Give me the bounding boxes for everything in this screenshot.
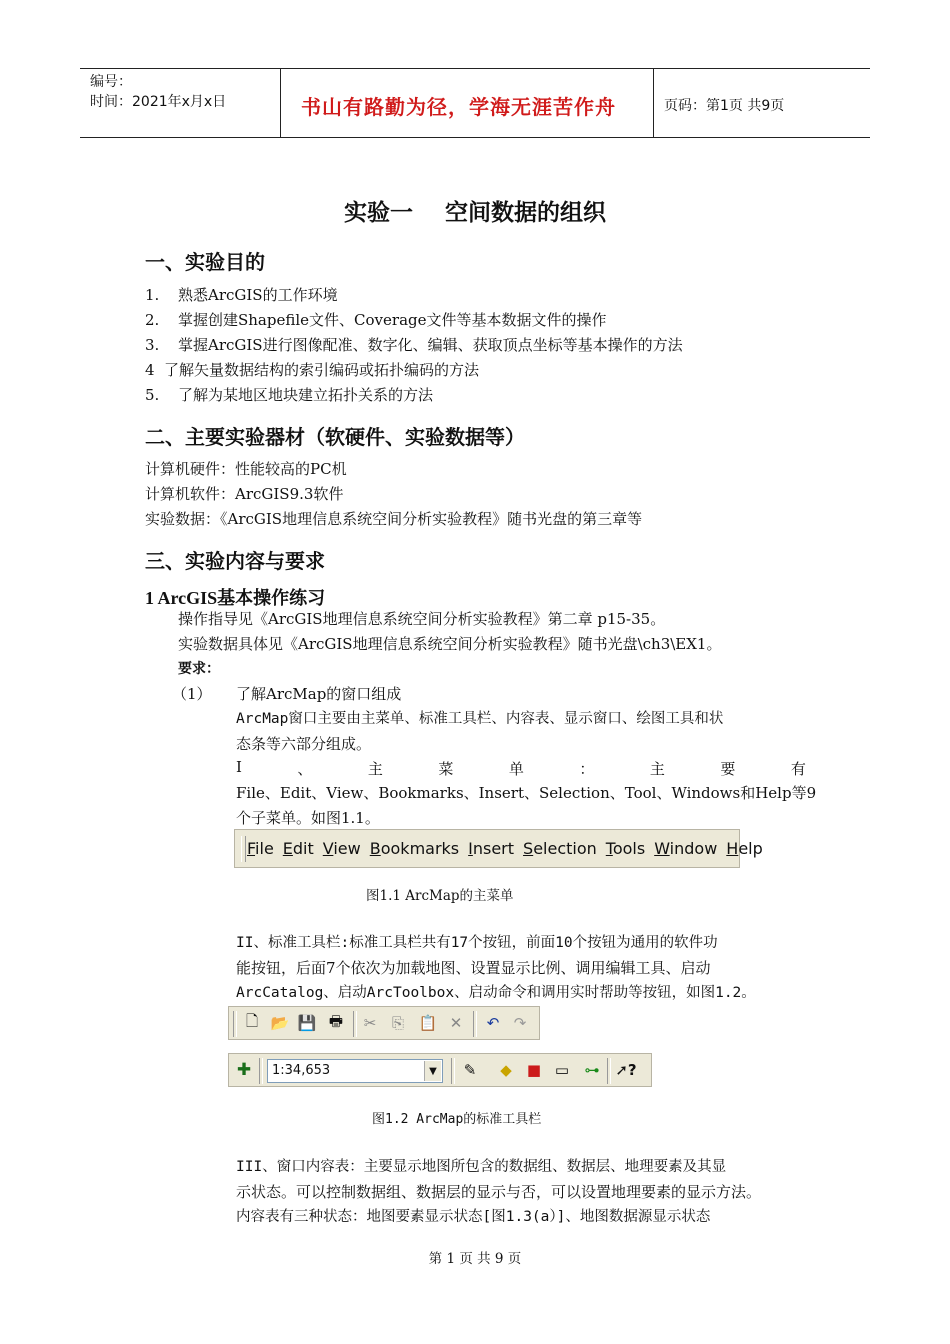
toolbar-desc-line-2: 能按钮，后面7个依次为加载地图、设置显示比例、调用编辑工具、启动 (236, 959, 711, 977)
objective-text-3: 掌握ArcGIS进行图像配准、数字化、编辑、获取顶点坐标等基本操作的方法 (178, 336, 683, 354)
undo-icon[interactable]: ↶ (486, 1014, 500, 1032)
paste-icon[interactable]: 📋 (418, 1014, 438, 1032)
toolbar-desc-line-1: II、标准工具栏:标准工具栏共有17个按钮，前面10个按钮为通用的软件功 (236, 935, 718, 951)
add-data-icon[interactable]: ✚ (236, 1060, 252, 1080)
open-icon[interactable]: 📂 (270, 1014, 290, 1032)
toolbar-separator (473, 1011, 477, 1037)
standard-toolbar-row-1 (228, 1006, 540, 1040)
menu-items (247, 839, 772, 858)
requirement-item-number: （1） (172, 685, 212, 703)
justified-char: 、 (297, 760, 313, 778)
data-path-reference: 实验数据具体见《ArcGIS地理信息系统空间分析实验教程》随书光盘\ch3\EX1。 (178, 635, 722, 653)
material-data: 实验数据：《ArcGIS地理信息系统空间分析实验教程》随书光盘的第三章等 (145, 510, 643, 528)
window-intro-line-1: ArcMap窗口主要由主菜单、标准工具栏、内容表、显示窗口、绘图工具和状 (236, 711, 724, 727)
standard-toolbar-row-2 (228, 1053, 652, 1087)
whats-this-help-icon[interactable]: ➚? (615, 1061, 637, 1079)
objective-item-4: 4 (145, 361, 155, 379)
menu-bookmarks[interactable]: Bookmarks (369, 839, 460, 858)
figure-caption-1-2: 图1.2 ArcMap的标准工具栏 (372, 1112, 542, 1127)
doc-number-label: 编号： (90, 74, 132, 90)
justified-char: 主 (649, 760, 665, 778)
objective-item-2: 2. (145, 311, 160, 329)
requirement-item-text: 了解ArcMap的窗口组成 (236, 685, 402, 703)
figure-caption-1-1: 图1.1 ArcMap的主菜单 (366, 888, 514, 904)
material-software: 计算机软件：ArcGIS9.3软件 (145, 485, 344, 503)
objective-text-4: 了解矢量数据结构的索引编码或拓扑编码的方法 (164, 361, 480, 379)
page-footer: 第 1 页 共 9 页 (428, 1251, 522, 1267)
new-icon[interactable]: 🗋 (245, 1011, 259, 1030)
objective-item-1: 1. (145, 286, 160, 304)
header-page-cell (654, 69, 870, 137)
section-heading-objectives: 一、实验目的 (145, 250, 265, 274)
section-heading-content: 三、实验内容与要求 (145, 549, 325, 573)
menu-help[interactable]: Help (726, 839, 763, 858)
toolbar-desc-line-3: ArcCatalog、启动ArcToolbox、启动命令和调用实时帮助等按钮，如图1.2。 (236, 985, 756, 1001)
justified-char: I (236, 758, 242, 776)
header-motto: 书山有路勤为径，学海无涯苦作舟 (301, 95, 616, 119)
justified-char: 主 (367, 760, 383, 778)
menu-tools[interactable]: Tools (605, 839, 646, 858)
objective-item-3: 3. (145, 336, 160, 354)
material-hardware: 计算机硬件：性能较高的PC机 (145, 460, 347, 478)
guide-reference: 操作指导见《ArcGIS地理信息系统空间分析实验教程》第二章 p15-35。 (178, 610, 666, 628)
menu-insert[interactable]: Insert (468, 839, 515, 858)
model-icon[interactable]: ⊶ (584, 1061, 600, 1079)
chevron-down-icon[interactable]: ▼ (424, 1061, 441, 1081)
objective-item-5: 5. (145, 386, 160, 404)
toolbar-separator (259, 1058, 263, 1084)
toc-desc-line-3: 内容表有三种状态：地图要素显示状态[图1.3(a）]、地图数据源显示状态 (236, 1209, 711, 1225)
command-line-icon[interactable]: ▭ (554, 1061, 570, 1079)
subsection-heading-basic-ops: 1 ArcGIS基本操作练习 (145, 588, 326, 608)
main-menu-figure-ref: 个子菜单。如图1.1。 (236, 809, 380, 827)
menu-window[interactable]: Window (654, 839, 718, 858)
justified-char: 菜 (438, 760, 454, 778)
menu-view[interactable]: View (322, 839, 361, 858)
toolbar-separator (607, 1058, 611, 1084)
arctoolbox-icon[interactable]: ■ (526, 1061, 542, 1079)
header-motto-cell (281, 69, 654, 137)
arccatalog-icon[interactable]: ◆ (500, 1061, 512, 1079)
header-page-number: 页码：第1页 共9页 (664, 98, 785, 114)
toolbar-grip (241, 836, 246, 862)
document-title: 实验一 空间数据的组织 (343, 200, 607, 226)
header-info-cell (80, 69, 281, 137)
editor-icon[interactable]: ✎ (463, 1061, 477, 1079)
section-heading-materials: 二、主要实验器材（软硬件、实验数据等） (145, 425, 525, 449)
print-icon[interactable]: 🖶 (328, 1011, 344, 1030)
toc-desc-line-1: III、窗口内容表：主要显示地图所包含的数据组、数据层、地理要素及其显 (236, 1159, 727, 1175)
objective-text-2: 掌握创建Shapefile文件、Coverage文件等基本数据文件的操作 (178, 311, 607, 329)
menu-edit[interactable]: Edit (282, 839, 314, 858)
map-scale-value: 1:34,653 (272, 1063, 331, 1078)
page-header (80, 68, 870, 138)
toolbar-separator (353, 1011, 357, 1037)
justified-char: 单 (508, 760, 524, 778)
justified-char: 有 (790, 760, 806, 778)
doc-date-label: 时间：2021年x月x日 (90, 94, 227, 110)
toolbar-grip (233, 1011, 237, 1037)
main-menu-heading-line (236, 758, 806, 779)
requirement-label: 要求： (178, 661, 220, 677)
save-icon[interactable]: 💾 (297, 1014, 317, 1032)
objective-text-1: 熟悉ArcGIS的工作环境 (178, 286, 338, 304)
arcmap-main-menu-figure (234, 829, 763, 868)
redo-icon[interactable]: ↷ (513, 1014, 527, 1032)
main-menu-list-line: File、Edit、View、Bookmarks、Insert、Selection、Tool、Windows和Help等9 (236, 784, 817, 802)
map-scale-combo[interactable] (267, 1059, 443, 1083)
toolbar-separator (451, 1058, 455, 1084)
menu-selection[interactable]: Selection (523, 839, 597, 858)
copy-icon[interactable]: ⎘ (391, 1014, 404, 1032)
menu-file[interactable]: File (247, 839, 274, 858)
window-intro-line-2: 态条等六部分组成。 (236, 735, 372, 753)
justified-char: ： (579, 760, 595, 778)
delete-icon[interactable]: ✕ (449, 1014, 463, 1032)
justified-char: 要 (720, 760, 736, 778)
objective-text-5: 了解为某地区地块建立拓扑关系的方法 (178, 386, 434, 404)
cut-icon[interactable]: ✂ (363, 1014, 377, 1032)
toc-desc-line-2: 示状态。可以控制数据组、数据层的显示与否，可以设置地理要素的显示方法。 (236, 1183, 762, 1201)
